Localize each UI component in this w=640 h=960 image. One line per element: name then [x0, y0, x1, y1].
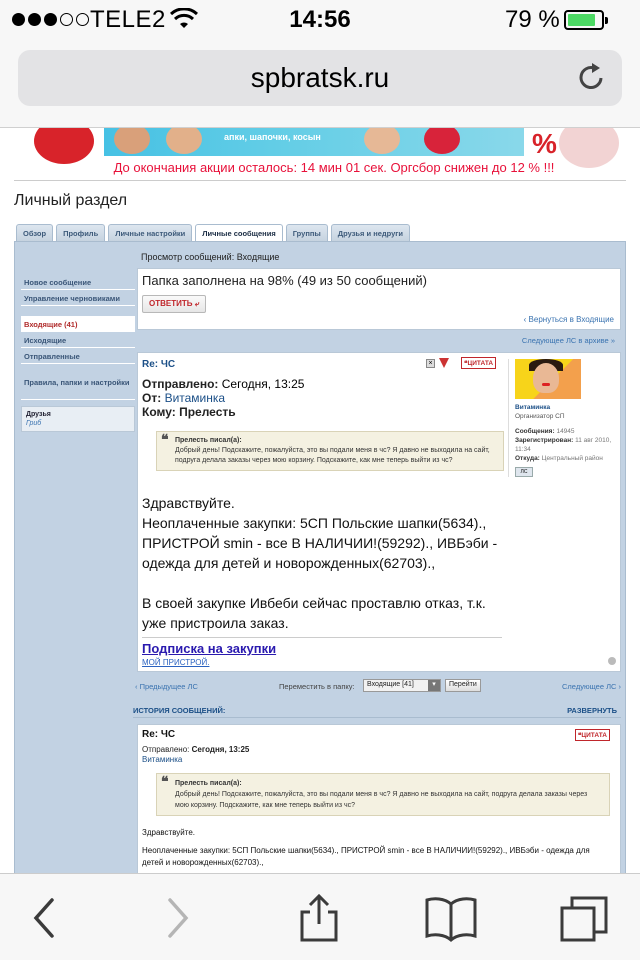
folder-select[interactable]: Входящие [41] ▾: [363, 679, 441, 692]
bookmarks-icon[interactable]: [424, 894, 474, 942]
history-message: [137, 724, 621, 873]
sale-badge-icon: [34, 128, 94, 164]
history-label: ИСТОРИЯ СООБЩЕНИЙ:: [133, 706, 226, 715]
expand-history-link[interactable]: РАЗВЕРНУТЬ: [567, 706, 617, 715]
folder-status-box: [137, 268, 621, 330]
tabs-icon[interactable]: [558, 894, 608, 942]
avatar[interactable]: [515, 359, 581, 399]
sidebar-item-rules[interactable]: Правила, папки и настройки: [21, 374, 135, 400]
page-title: Личный раздел: [14, 192, 128, 209]
reload-icon[interactable]: [578, 62, 606, 97]
author-role: Организатор СП: [515, 413, 565, 420]
history-quoted-message: ❝ Прелесть писал(а): Добрый день! Подскажите, пожалуйста, это вы подали меня в чс? Я давно не выходила на сайт, подруга делала заказы через мою корзину. Подскажите, как мне теперь выйти из чс?: [156, 773, 610, 816]
move-label: Переместить в папку:: [279, 682, 355, 691]
send-pm-icon[interactable]: ЛС: [515, 467, 533, 477]
ucp-panel: [14, 241, 626, 873]
sidebar-item-drafts[interactable]: Управление черновиками: [21, 290, 135, 306]
signature-link[interactable]: Подписка на закупки: [142, 641, 277, 656]
message-actions: [426, 357, 496, 369]
web-content: [0, 128, 640, 873]
top-icon[interactable]: [608, 657, 616, 665]
message-subject[interactable]: Re: ЧС: [142, 359, 176, 370]
author-stats: Сообщения: 14945 Зарегистрирован: 11 авг 2010, 11:34 Откуда: Центральный район: [515, 428, 612, 462]
browser-chrome: [0, 0, 640, 128]
address-bar[interactable]: [18, 50, 622, 106]
carrier-name: TELE2: [90, 6, 166, 33]
quote-icon: ❝: [161, 431, 169, 447]
tab-friends[interactable]: Друзья и недруги: [331, 224, 410, 241]
tab-settings[interactable]: Личные настройки: [108, 224, 192, 241]
divider: [14, 180, 626, 181]
friend-link[interactable]: Гриб: [26, 420, 42, 427]
prev-message-link[interactable]: ‹ Предыдущее ЛС: [135, 682, 198, 691]
history-body: Здравствуйте. Неоплаченные закупки: 5СП Польские шапки(5634)., ПРИСТРОЙ smin - все В НАЛИЧИИ!(59292)., ИВБэби - одежда для детей и новорожденных(62703).,: [142, 828, 590, 867]
banner-image: [104, 128, 524, 156]
history-header: [133, 706, 621, 718]
tab-groups[interactable]: Группы: [286, 224, 328, 241]
history-meta: Отправлено: Сегодня, 13:25 Витаминка: [142, 745, 250, 764]
go-button[interactable]: Перейти: [445, 679, 481, 692]
back-icon[interactable]: [22, 894, 72, 942]
message-box: [137, 352, 621, 672]
delete-icon[interactable]: ×: [426, 359, 435, 368]
sidebar-item-inbox[interactable]: Входящие (41): [21, 316, 135, 332]
next-archive-link[interactable]: Следующее ЛС в архиве »: [521, 336, 615, 345]
ucp-tabs: [16, 224, 410, 241]
sidebar-item-new-message[interactable]: Новое сообщение: [21, 274, 135, 290]
quote-author: Прелесть писал(а):: [175, 437, 242, 444]
message-navigation: [135, 678, 621, 698]
quote-text: Добрый день! Подскажите, пожалуйста, это вы подали меня в чс? Я давно не выходила на сайт, подруга делала заказы через мою корзину. Подскажите, как мне теперь выйти из чс?: [175, 447, 490, 464]
recipient: Прелесть: [179, 405, 236, 419]
status-bar: [0, 0, 640, 40]
quoted-message: [156, 431, 504, 471]
tab-overview[interactable]: Обзор: [16, 224, 53, 241]
signature-sublink[interactable]: МОЙ ПРИСТРОЙ.: [142, 658, 210, 667]
banner-slogan: апки, шапочки, косын: [224, 132, 321, 142]
clock: 14:56: [289, 6, 351, 33]
signature-divider: [142, 637, 502, 638]
browser-toolbar: [0, 873, 640, 960]
sidebar-item-outbox[interactable]: Исходящие: [21, 332, 135, 348]
battery-icon: [564, 10, 604, 30]
sender-link[interactable]: Витаминка: [164, 391, 226, 405]
friends-box: [21, 406, 135, 432]
message-body: Здравствуйте. Неоплаченные закупки: 5СП Польские шапки(5634)., ПРИСТРОЙ smin - все В НАЛИЧИИ!(59292)., ИВБэби - одежда для детей и новорожденных(62703)., В своей закупке Ивбеби сейчас проставлю отказ, т.к. уже пристроила заказ.: [142, 495, 498, 631]
share-icon[interactable]: [294, 894, 344, 942]
tab-profile[interactable]: Профиль: [56, 224, 105, 241]
pm-sidebar: [21, 274, 135, 432]
quote-button[interactable]: ❝ЦИТАТА: [461, 357, 496, 369]
author-name[interactable]: Витаминка: [515, 404, 551, 411]
promo-countdown[interactable]: До окончания акции осталось: 14 мин 01 сек. Оргсбор снижен до 12 % !!!: [113, 160, 555, 175]
tab-private-messages[interactable]: Личные сообщения: [195, 224, 282, 241]
forward-icon[interactable]: [150, 894, 200, 942]
report-icon[interactable]: [439, 358, 449, 368]
history-subject: Re: ЧС: [142, 729, 176, 740]
back-to-inbox-link[interactable]: ‹ Вернуться в Входящие: [523, 315, 614, 324]
quote-icon: ❝: [161, 773, 169, 789]
url-text[interactable]: spbratsk.ru: [250, 62, 390, 93]
message-meta: Отправлено: Сегодня, 13:25 От: Витаминка Кому: Прелесть: [142, 377, 305, 419]
history-quote-button[interactable]: ❝ЦИТАТА: [575, 729, 610, 741]
author-profile: [508, 359, 616, 477]
sidebar-item-sent[interactable]: Отправленные: [21, 348, 135, 364]
folder-fill-status: Папка заполнена на 98% (49 из 50 сообщений): [142, 273, 427, 288]
friends-title: Друзья: [26, 411, 51, 418]
promo-banner[interactable]: [14, 128, 626, 180]
next-message-link[interactable]: Следующее ЛС ›: [562, 682, 621, 691]
reply-button[interactable]: ОТВЕТИТЬ ⤶: [142, 295, 206, 313]
battery-percent: 79 %: [505, 6, 560, 33]
breadcrumb: Просмотр сообщений: Входящие: [141, 252, 280, 262]
banner-percent-mark: %: [532, 128, 557, 159]
chevron-down-icon: ▾: [428, 680, 440, 691]
history-author-link[interactable]: Витаминка: [142, 755, 183, 764]
sent-time: Сегодня, 13:25: [221, 377, 305, 391]
